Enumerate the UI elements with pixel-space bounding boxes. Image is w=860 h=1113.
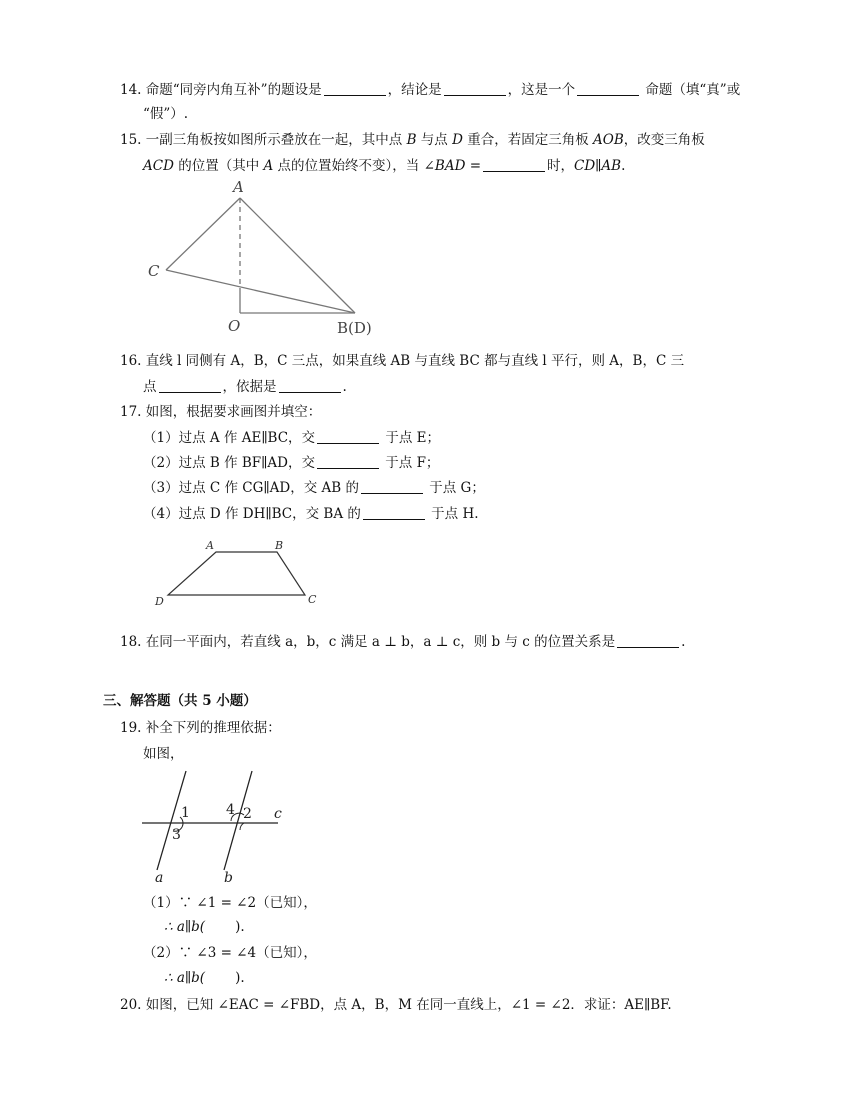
label-4: 4 <box>226 802 235 818</box>
label-C: C <box>308 593 317 606</box>
q15-number: 15. <box>120 132 142 148</box>
label-1: 1 <box>181 805 190 821</box>
q19-step-2: ∴ a∥b( ). <box>164 919 245 935</box>
edge-AB <box>240 198 355 313</box>
edge-CB <box>166 270 355 313</box>
edge-AC <box>166 198 240 270</box>
q14-line2: “假”）. <box>143 106 189 122</box>
label-A: A <box>233 178 244 196</box>
q18-line: 18. 在同一平面内，若直线 a，b，c 满足 a ⊥ b，a ⊥ c，则 b 与 c 的位置关系是 . <box>120 634 686 650</box>
q20-line: 20. 如图，已知 ∠EAC = ∠FBD，点 A，B，M 在同一直线上，∠1 = ∠2．求证：AE∥BF. <box>120 997 672 1013</box>
arc-angle-2 <box>240 823 244 830</box>
label-O: O <box>228 317 241 335</box>
q17-blank-1[interactable] <box>317 429 379 444</box>
q17-number: 17. <box>120 404 142 420</box>
section-title: 三、解答题（共 5 小题） <box>103 693 257 709</box>
q14-blank-1[interactable] <box>324 81 386 96</box>
q19-ru: 如图， <box>143 746 184 762</box>
label-b: b <box>224 870 233 886</box>
q18-blank[interactable] <box>617 633 679 648</box>
q17-blank-2[interactable] <box>317 454 379 469</box>
q14-blank-2[interactable] <box>444 81 506 96</box>
q16-number: 16. <box>120 353 142 369</box>
q15-blank[interactable] <box>483 157 545 172</box>
label-D: D <box>155 595 164 608</box>
q17-trapezoid-figure <box>150 535 330 615</box>
q17-intro: 17. 如图，根据要求画图并填空： <box>120 404 322 420</box>
q17-blank-4[interactable] <box>363 505 425 520</box>
label-2: 2 <box>243 806 252 822</box>
q14-blank-3[interactable] <box>577 81 639 96</box>
q19-step-3: （2）∵ ∠3 = ∠4（已知）， <box>143 945 317 961</box>
q19-step-4: ∴ a∥b( ). <box>164 970 245 986</box>
q19-step-1: （1）∵ ∠1 = ∠2（已知）， <box>143 895 317 911</box>
label-C: C <box>148 262 160 280</box>
q16-blank-1[interactable] <box>159 378 221 393</box>
label-a: a <box>155 870 164 886</box>
label-3: 3 <box>172 827 181 843</box>
q16-blank-2[interactable] <box>279 378 341 393</box>
q17-item-4: （4）过点 D 作 DH∥BC，交 BA 的 于点 H. <box>143 506 479 522</box>
label-c: c <box>274 806 282 822</box>
q19-intro: 19. 补全下列的推理依据： <box>120 720 281 736</box>
q16-line2: 点 ，依据是 . <box>143 379 347 395</box>
trapezoid-ABCD <box>168 552 305 595</box>
q17-item-1: （1）过点 A 作 AE∥BC，交 于点 E； <box>143 430 440 446</box>
q16-line1: 16. 直线 l 同侧有 A，B，C 三点，如果直线 AB 与直线 BC 都与直线 l 平行，则 A，B，C 三 <box>120 353 685 369</box>
q20-number: 20. <box>120 997 142 1013</box>
q15-line2: ACD 的位置（其中 A 点的位置始终不变），当 ∠BAD = 时，CD∥AB. <box>143 158 626 174</box>
q14-line1: 14. 命题“同旁内角互补”的题设是 ，结论是 ，这是一个 命题（填“真”或 <box>120 82 741 98</box>
q18-number: 18. <box>120 634 142 650</box>
label-A: A <box>206 539 214 552</box>
label-B: B <box>275 539 284 552</box>
q15-triangle-figure <box>140 178 380 338</box>
q14-number: 14. <box>120 82 142 98</box>
q17-item-2: （2）过点 B 作 BF∥AD，交 于点 F； <box>143 455 440 471</box>
q19-number: 19. <box>120 720 142 736</box>
label-BD: B(D) <box>337 319 372 337</box>
q17-item-3: （3）过点 C 作 CG∥AD，交 AB 的 于点 G； <box>143 480 485 496</box>
q17-blank-3[interactable] <box>361 479 423 494</box>
q19-parallel-lines-figure <box>140 768 300 888</box>
q15-line1: 15. 一副三角板按如图所示叠放在一起，其中点 B 与点 D 重合，若固定三角板 AOB，改变三角板 <box>120 132 705 148</box>
